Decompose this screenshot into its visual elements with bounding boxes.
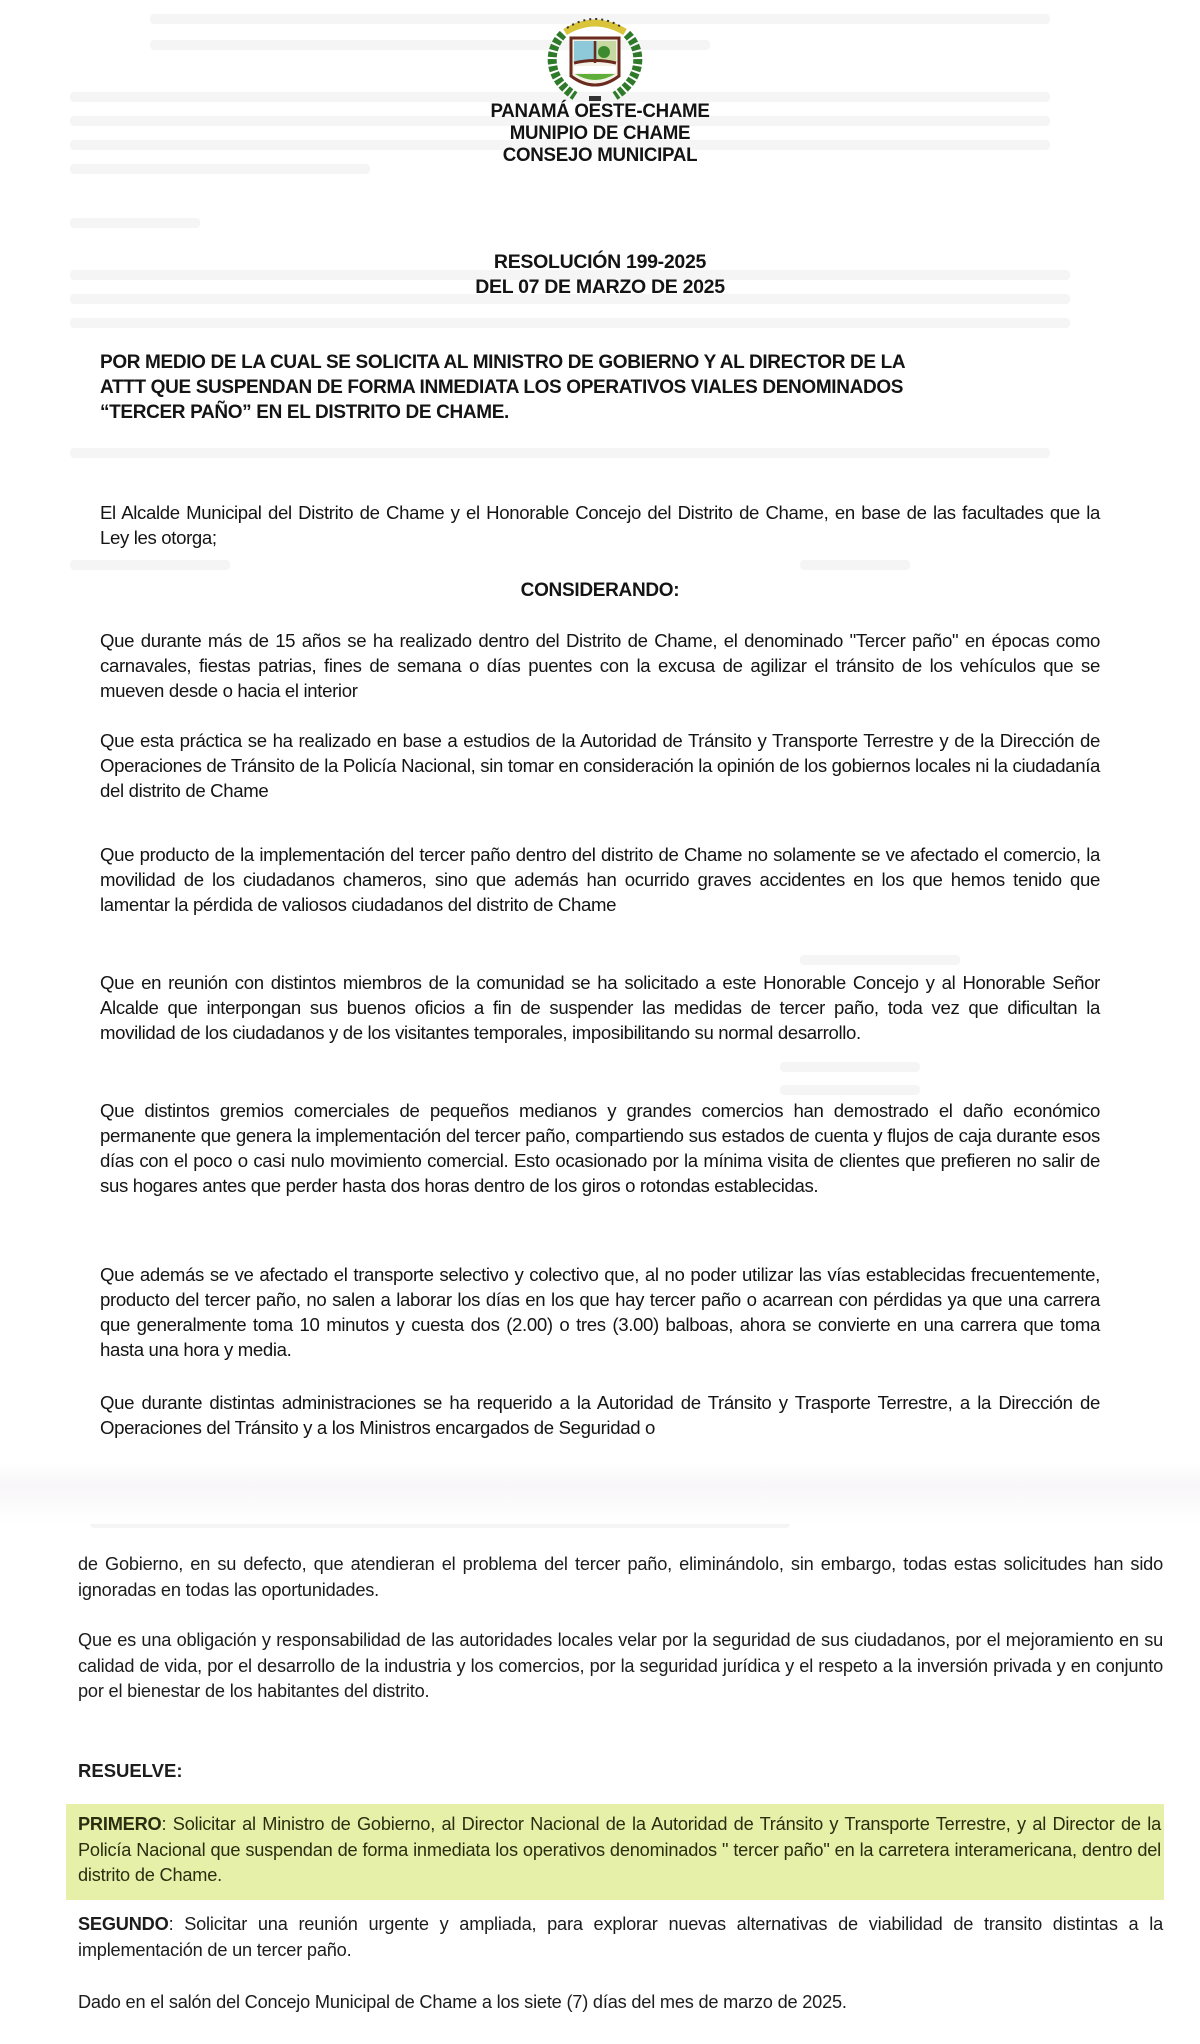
subject-line: ATTT QUE SUSPENDAN DE FORMA INMEDIATA LOS OPERATIVOS VIALES DENOMINADOS [100,377,904,398]
primero-highlight [66,1804,1164,1900]
considerando-paragraph: Que durante distintas administraciones se ha requerido a la Autoridad de Tránsito y Trasporte Terrestre, a la Dirección de Operaciones del Tránsito y a los Ministros encargados de Seguridad o [100,1392,1100,1438]
primero-label: PRIMERO [78,1814,162,1834]
page-break [0,1462,1200,1524]
preamble-paragraph: El Alcalde Municipal del Distrito de Chame y el Honorable Concejo del Distrito de Chame, en base de las facultades que la Ley les otorga; [100,502,1100,548]
resolution-date: DEL 07 DE MARZO DE 2025 [475,276,725,298]
considerando-paragraph: Que distintos gremios comerciales de pequeños medianos y grandes comercios han demostrado el daño económico permanente que genera la implementación del tercer paño, compartiendo sus estados de cuenta y flujos de caja durante esos días con el poco o casi nulo movimiento comercial. Esto ocasionado por la mínima visita de clientes que prefieren no salir de sus hogares antes que perder hasta dos horas dentro de los giros o rotondas establecidas. [100,1100,1100,1196]
considerando-paragraph: Que en reunión con distintos miembros de la comunidad se ha solicitado a este Honorable Concejo y al Honorable Señor Alcalde que interpongan sus buenos oficios a fin de suspender las medidas de tercer paño, toda vez que dificultan la movilidad de los ciudadanos y de los visitantes temporales, imposibilitando su normal desarrollo. [100,972,1100,1043]
obligation-paragraph: Que es una obligación y responsabilidad de las autoridades locales velar por la seguridad de sus ciudadanos, por el mejoramiento en su calidad de vida, por el desarrollo de la industria y los comercios, por la seguridad jurídica y el respeto a la inversión privada y en conjunto por el bienestar de los habitantes del distrito. [78,1630,1163,1701]
segundo-label: SEGUNDO [78,1914,169,1934]
primero-paragraph [78,1812,1161,1889]
continuation-paragraph: de Gobierno, en su defecto, que atendieran el problema del tercer paño, eliminándolo, sin embargo, todas estas solicitudes han sido ignoradas en todas las oportunidades. [78,1554,1163,1600]
considerando-heading: CONSIDERANDO: [520,580,680,601]
header-line-region: PANAMÁ OESTE-CHAME [490,100,710,122]
municipal-crest-icon [541,16,649,104]
considerando-paragraph: Que esta práctica se ha realizado en base a estudios de la Autoridad de Tránsito y Transporte Terrestre y de la Dirección de Operaciones de Tránsito de la Policía Nacional, sin tomar en consideración la opinión de los gobiernos locales ni la ciudadanía del distrito de Chame [100,730,1100,801]
resolution-title [0,250,1200,300]
resolution-number: RESOLUCIÓN 199-2025 [493,251,707,273]
subject-line: “TERCER PAÑO” EN EL DISTRITO DE CHAME. [100,402,509,423]
header-line-municipality: MUNIPIO DE CHAME [509,122,691,144]
header-line-council: CONSEJO MUNICIPAL [502,144,698,166]
segundo-paragraph [78,1912,1163,1963]
resolution-subject [100,350,1100,425]
considerando-paragraph: Que durante más de 15 años se ha realizado dentro del Distrito de Chame, el denominado "Tercer paño" en épocas como carnavales, fiestas patrias, fines de semana o días puentes con la excusa de agilizar el tránsito de los vehículos que se mueven desde o hacia el interior [100,630,1100,701]
segundo-text: : Solicitar una reunión urgente y ampliada, para explorar nuevas alternativas de viabilidad de transito distintas a la implementación de un tercer paño. [78,1914,1163,1960]
considerando-paragraph: Que además se ve afectado el transporte selectivo y colectivo que, al no poder utilizar las vías establecidas frecuentemente, producto del tercer paño, no salen a laborar los días en los que hay tercer paño o acarrean con pérdidas ya que una carrera que generalmente toma 10 minutos y cuesta dos (2.00) o tres (3.00) balboas, ahora se convierte en una carrera que toma hasta una hora y media. [100,1264,1100,1360]
primero-text: : Solicitar al Ministro de Gobierno, al Director Nacional de la Autoridad de Tránsito y Transporte Terrestre, y al Director de la Policía Nacional que suspendan de forma inmediata los operativos denominados " tercer paño" en la carretera interamericana, dentro del distrito de Chame. [78,1814,1161,1885]
considerando-paragraph: Que producto de la implementación del tercer paño dentro del distrito de Chame no solamente se ve afectado el comercio, la movilidad de los ciudadanos chameros, sino que además han ocurrido graves accidentes en los que hemos tenido que lamentar la pérdida de valiosos ciudadanos del distrito de Chame [100,844,1100,915]
resuelve-heading: RESUELVE: [78,1760,183,1781]
subject-line: POR MEDIO DE LA CUAL SE SOLICITA AL MINISTRO DE GOBIERNO Y AL DIRECTOR DE LA [100,352,906,373]
issuer-header [24,100,1176,166]
closing-paragraph: Dado en el salón del Concejo Municipal de Chame a los siete (7) días del mes de marzo de 2025. [78,1992,847,2012]
